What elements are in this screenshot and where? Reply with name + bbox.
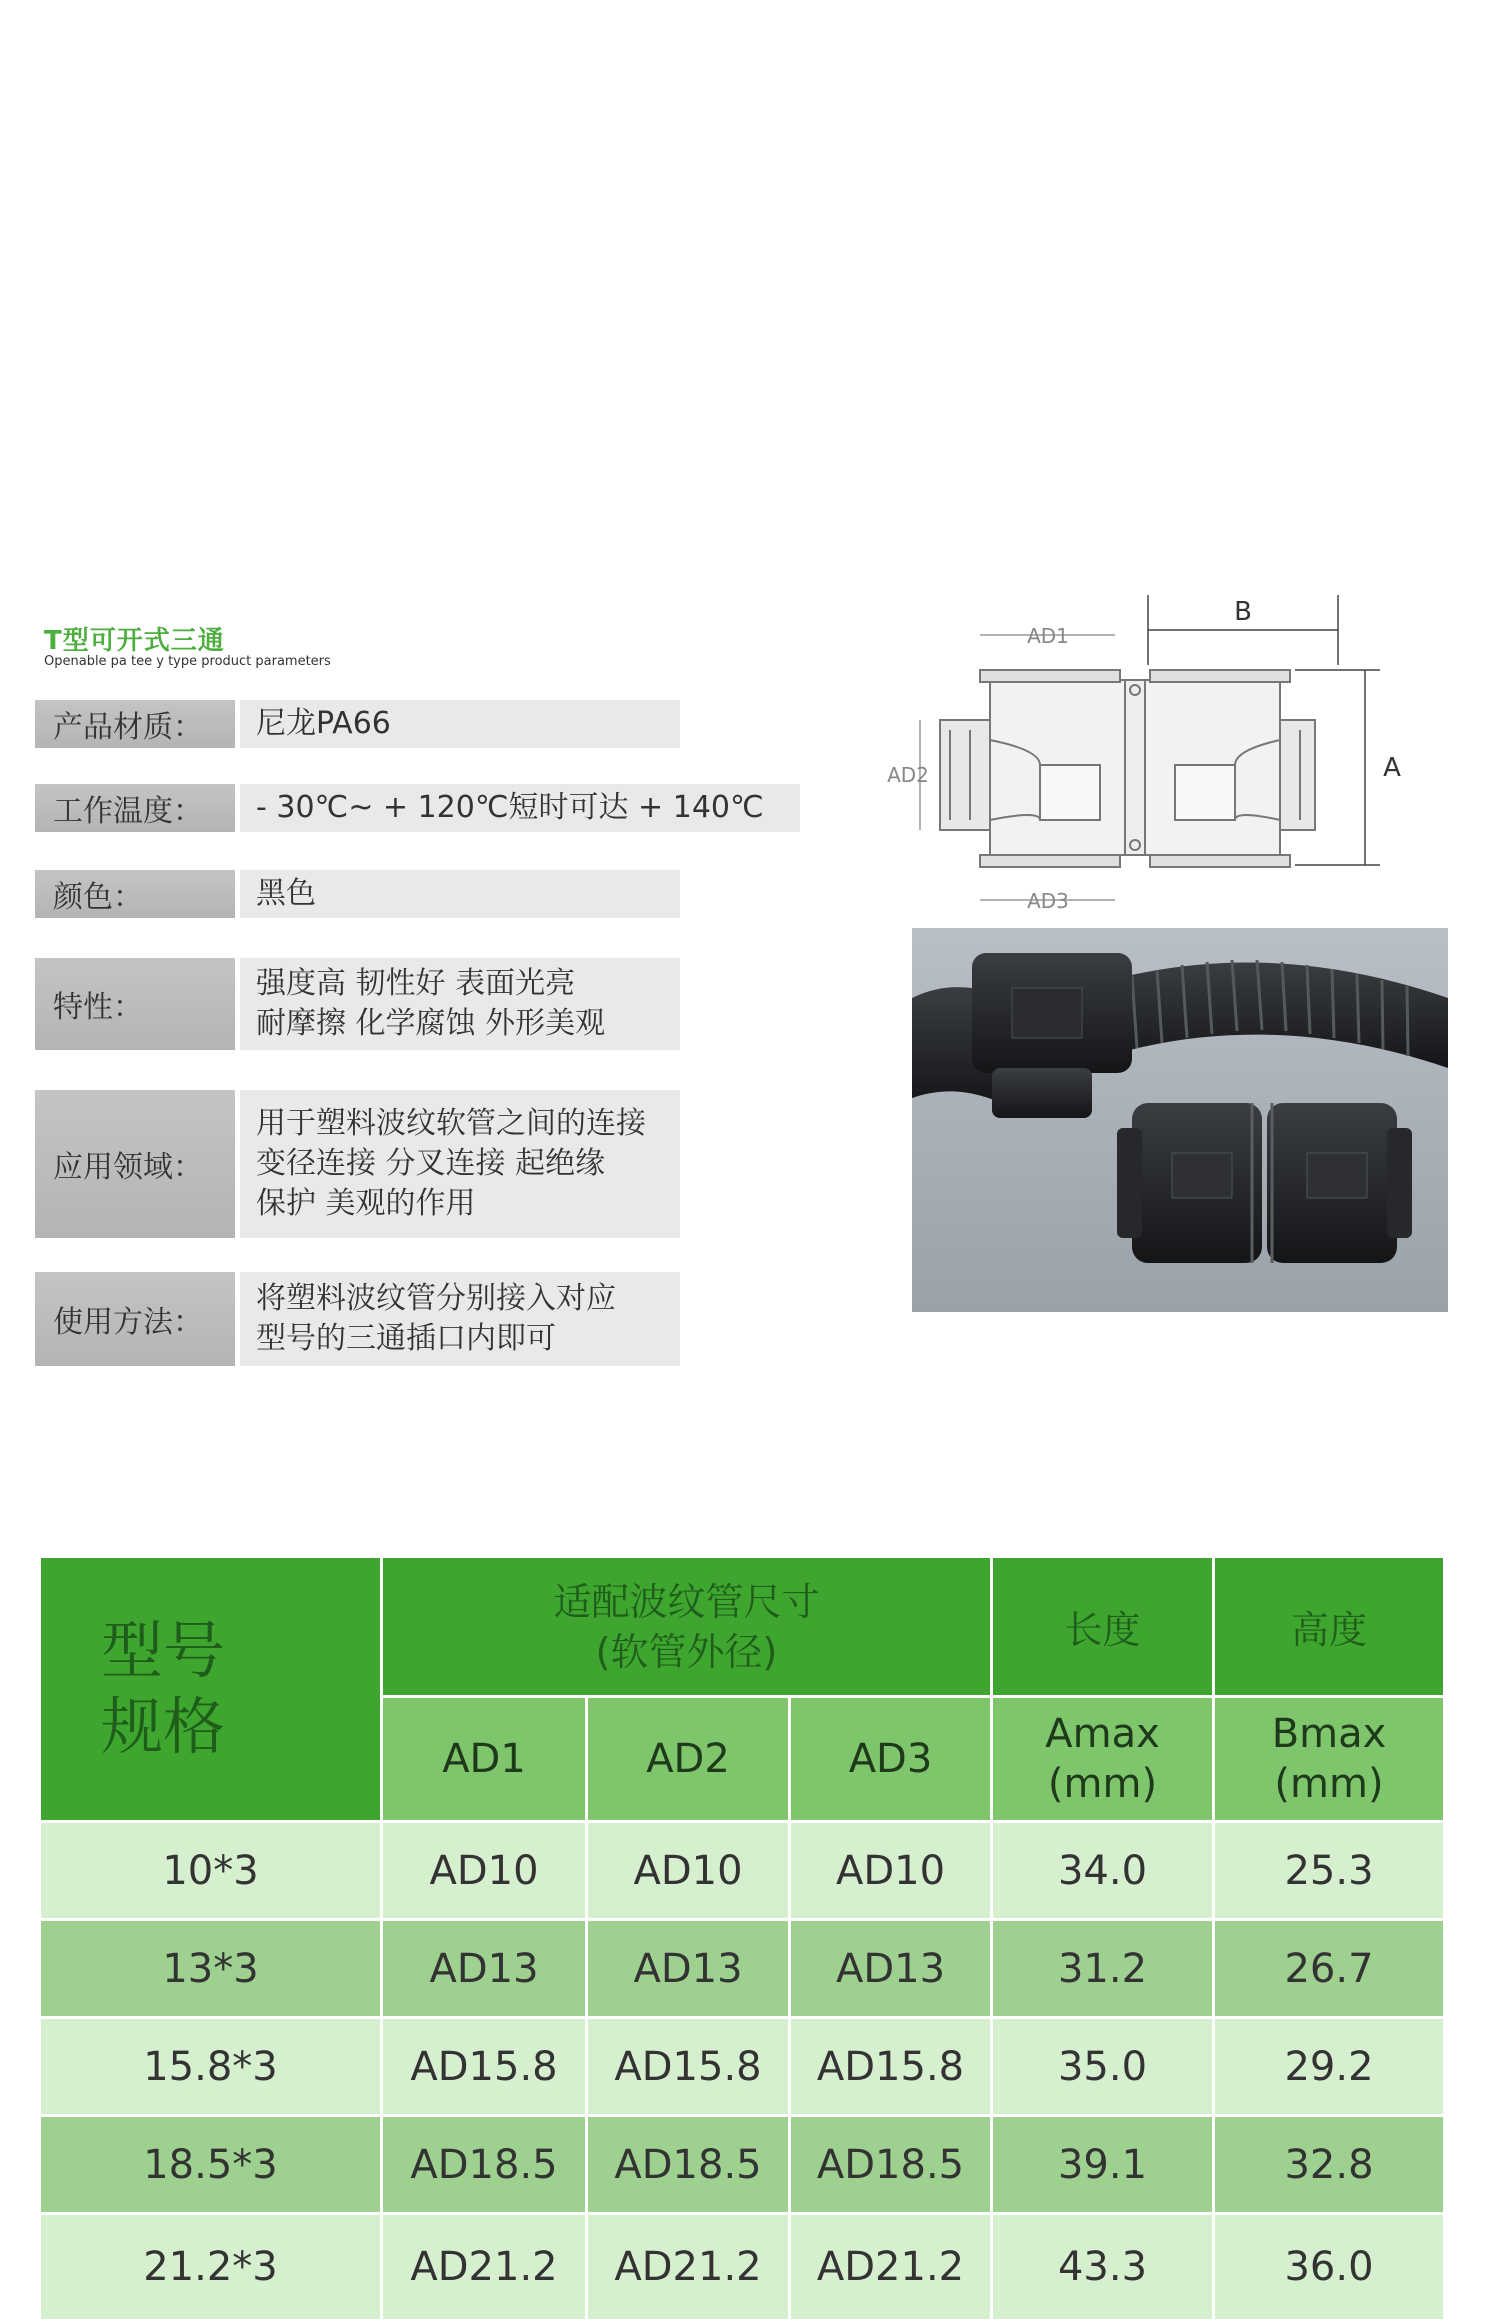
- spec-row-temperature: [35, 784, 764, 832]
- cell-ad2: AD21.2: [588, 2215, 791, 2322]
- spec-label: 颜色：: [35, 870, 235, 918]
- cell-amax: 31.2: [993, 1921, 1215, 2019]
- spec-row-color: [35, 870, 680, 918]
- label-a: A: [1383, 753, 1401, 783]
- spec-label: 产品材质：: [35, 700, 235, 748]
- label-ad1: AD1: [1027, 624, 1069, 648]
- cell-model: 21.2*3: [41, 2215, 383, 2322]
- header-length: 长度: [993, 1558, 1215, 1698]
- cell-bmax: 29.2: [1215, 2019, 1443, 2117]
- cell-ad1: AD18.5: [383, 2117, 588, 2215]
- subheader-bmax: Bmax (mm): [1215, 1698, 1443, 1823]
- cell-ad2: AD10: [588, 1823, 791, 1921]
- cell-ad3: AD13: [791, 1921, 993, 2019]
- spec-value: 强度高 韧性好 表面光亮 耐摩擦 化学腐蚀 外形美观: [240, 958, 680, 1050]
- cell-bmax: 36.0: [1215, 2215, 1443, 2322]
- cell-ad1: AD10: [383, 1823, 588, 1921]
- subheader-amax: Amax (mm): [993, 1698, 1215, 1823]
- cell-ad1: AD21.2: [383, 2215, 588, 2322]
- spec-label: 工作温度：: [35, 784, 235, 832]
- header-hose-size: 适配波纹管尺寸 (软管外径): [383, 1558, 993, 1698]
- spec-value: 用于塑料波纹软管之间的连接 变径连接 分叉连接 起绝缘 保护 美观的作用: [240, 1090, 680, 1238]
- product-photo: [912, 928, 1448, 1312]
- cell-model: 10*3: [41, 1823, 383, 1921]
- cell-model: 18.5*3: [41, 2117, 383, 2215]
- cell-ad2: AD15.8: [588, 2019, 791, 2117]
- cell-bmax: 25.3: [1215, 1823, 1443, 1921]
- spec-value: 将塑料波纹管分别接入对应 型号的三通插口内即可: [240, 1272, 680, 1366]
- spec-subtitle: Openable pa tee y type product parameters: [44, 654, 331, 669]
- header-height: 高度: [1215, 1558, 1443, 1698]
- label-ad3: AD3: [1027, 889, 1069, 913]
- cell-model: 15.8*3: [41, 2019, 383, 2117]
- cell-ad3: AD18.5: [791, 2117, 993, 2215]
- spec-title: T型可开式三通: [44, 626, 225, 656]
- subheader-ad2: AD2: [588, 1698, 791, 1823]
- tee-dimension-diagram: [880, 570, 1420, 930]
- cell-model: 13*3: [41, 1921, 383, 2019]
- cell-ad2: AD13: [588, 1921, 791, 2019]
- subheader-ad3: AD3: [791, 1698, 993, 1823]
- cell-ad1: AD15.8: [383, 2019, 588, 2117]
- spec-row-material: [35, 700, 680, 748]
- spec-label: 应用领域：: [35, 1090, 235, 1238]
- cell-ad3: AD21.2: [791, 2215, 993, 2322]
- spec-label: 使用方法：: [35, 1272, 235, 1366]
- subheader-ad1: AD1: [383, 1698, 588, 1823]
- spec-value: - 30℃~ + 120℃短时可达 + 140℃: [240, 784, 800, 832]
- cell-amax: 34.0: [993, 1823, 1215, 1921]
- spec-value: 尼龙PA66: [240, 700, 680, 748]
- cell-amax: 43.3: [993, 2215, 1215, 2322]
- spec-row-usage: [35, 1272, 680, 1366]
- label-ad2: AD2: [887, 763, 929, 787]
- cell-bmax: 32.8: [1215, 2117, 1443, 2215]
- spec-label: 特性：: [35, 958, 235, 1050]
- cell-ad1: AD13: [383, 1921, 588, 2019]
- cell-ad3: AD15.8: [791, 2019, 993, 2117]
- header-model: 型号 规格: [41, 1558, 383, 1823]
- cell-bmax: 26.7: [1215, 1921, 1443, 2019]
- label-b: B: [1234, 597, 1252, 627]
- spec-row-application: [35, 1090, 680, 1238]
- spec-row-features: [35, 958, 680, 1050]
- cell-amax: 39.1: [993, 2117, 1215, 2215]
- cell-amax: 35.0: [993, 2019, 1215, 2117]
- cell-ad3: AD10: [791, 1823, 993, 1921]
- cell-ad2: AD18.5: [588, 2117, 791, 2215]
- spec-value: 黑色: [240, 870, 680, 918]
